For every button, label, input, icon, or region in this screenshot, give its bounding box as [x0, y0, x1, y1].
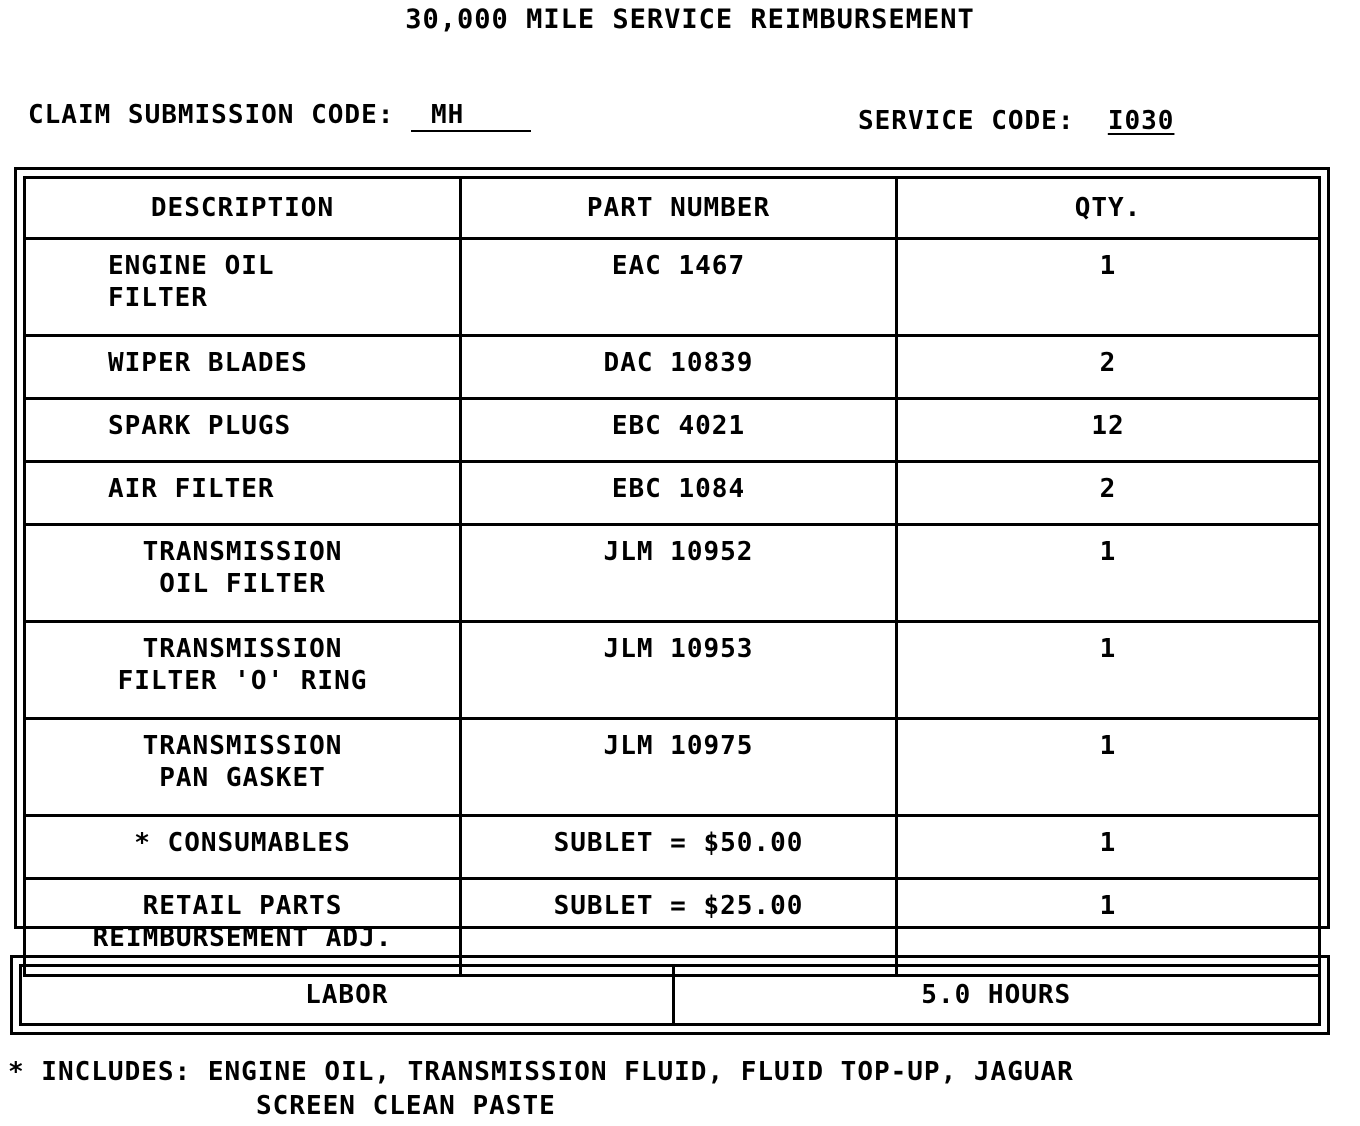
row-part-number: JLM 10975: [461, 719, 897, 816]
row-description: [25, 239, 461, 336]
table-row: [25, 336, 1320, 399]
table-row: [25, 399, 1320, 462]
row-description-line1: RETAIL PARTS: [142, 891, 343, 921]
table-row: [25, 462, 1320, 525]
row-part-number: SUBLET = $25.00: [461, 879, 897, 976]
row-part-number: DAC 10839: [461, 336, 897, 399]
row-description-line1: TRANSMISSION: [142, 634, 343, 664]
row-part-number: EBC 1084: [461, 462, 897, 525]
header-part-number: PART NUMBER: [461, 178, 897, 239]
labor-table: [19, 964, 1321, 1026]
row-description: [25, 719, 461, 816]
row-description-line2: OIL FILTER: [159, 569, 326, 599]
row-qty: 1: [897, 239, 1320, 336]
service-code-label: SERVICE CODE:: [858, 106, 1075, 136]
row-description: AIR FILTER: [25, 462, 461, 525]
row-description: SPARK PLUGS: [25, 399, 461, 462]
row-part-number: EBC 4021: [461, 399, 897, 462]
row-qty: 2: [897, 336, 1320, 399]
service-code: [858, 106, 1174, 136]
row-part-number: JLM 10953: [461, 622, 897, 719]
header-description: DESCRIPTION: [25, 178, 461, 239]
row-part-number: JLM 10952: [461, 525, 897, 622]
row-description-line2: FILTER 'O' RING: [117, 666, 368, 696]
footnote: [8, 1055, 1348, 1123]
footnote-line1: * INCLUDES: ENGINE OIL, TRANSMISSION FLUID, FLUID TOP-UP, JAGUAR: [8, 1057, 1074, 1087]
labor-value: 5.0 HOURS: [673, 966, 1320, 1025]
row-description: WIPER BLADES: [25, 336, 461, 399]
labor-row: [21, 966, 1320, 1025]
row-description-line2: REIMBURSEMENT ADJ.: [92, 923, 393, 953]
row-qty: 1: [897, 879, 1320, 976]
row-description-line1: TRANSMISSION: [142, 537, 343, 567]
page-title: 30,000 MILE SERVICE REIMBURSEMENT: [405, 4, 975, 35]
parts-table-frame: [14, 167, 1330, 953]
row-qty: 1: [897, 816, 1320, 879]
row-qty: 1: [897, 719, 1320, 816]
table-row: [25, 816, 1320, 879]
table-row: [25, 719, 1320, 816]
row-qty: 1: [897, 622, 1320, 719]
row-qty: 12: [897, 399, 1320, 462]
claim-submission-code-label: CLAIM SUBMISSION CODE:: [28, 100, 395, 130]
table-row: [25, 525, 1320, 622]
row-description-line1: ENGINE OIL: [108, 251, 275, 281]
claim-submission-code: [28, 100, 531, 132]
labor-table-frame: [10, 955, 1330, 1035]
row-description: [25, 525, 461, 622]
row-description: * CONSUMABLES: [25, 816, 461, 879]
row-part-number: SUBLET = $50.00: [461, 816, 897, 879]
footnote-line2: SCREEN CLEAN PASTE: [256, 1091, 556, 1121]
row-qty: 1: [897, 525, 1320, 622]
row-description-line1: TRANSMISSION: [142, 731, 343, 761]
service-code-value: I030: [1107, 106, 1175, 136]
row-description: [25, 622, 461, 719]
labor-label: LABOR: [21, 966, 674, 1025]
row-description-line2: PAN GASKET: [159, 763, 326, 793]
table-row: [25, 239, 1320, 336]
row-part-number: EAC 1467: [461, 239, 897, 336]
parts-table-header-row: [25, 178, 1320, 239]
claim-submission-code-value: MH: [411, 100, 531, 132]
row-qty: 2: [897, 462, 1320, 525]
header-qty: QTY.: [897, 178, 1320, 239]
row-description-line2: FILTER: [108, 283, 208, 313]
parts-table: [23, 176, 1321, 977]
table-row: [25, 622, 1320, 719]
